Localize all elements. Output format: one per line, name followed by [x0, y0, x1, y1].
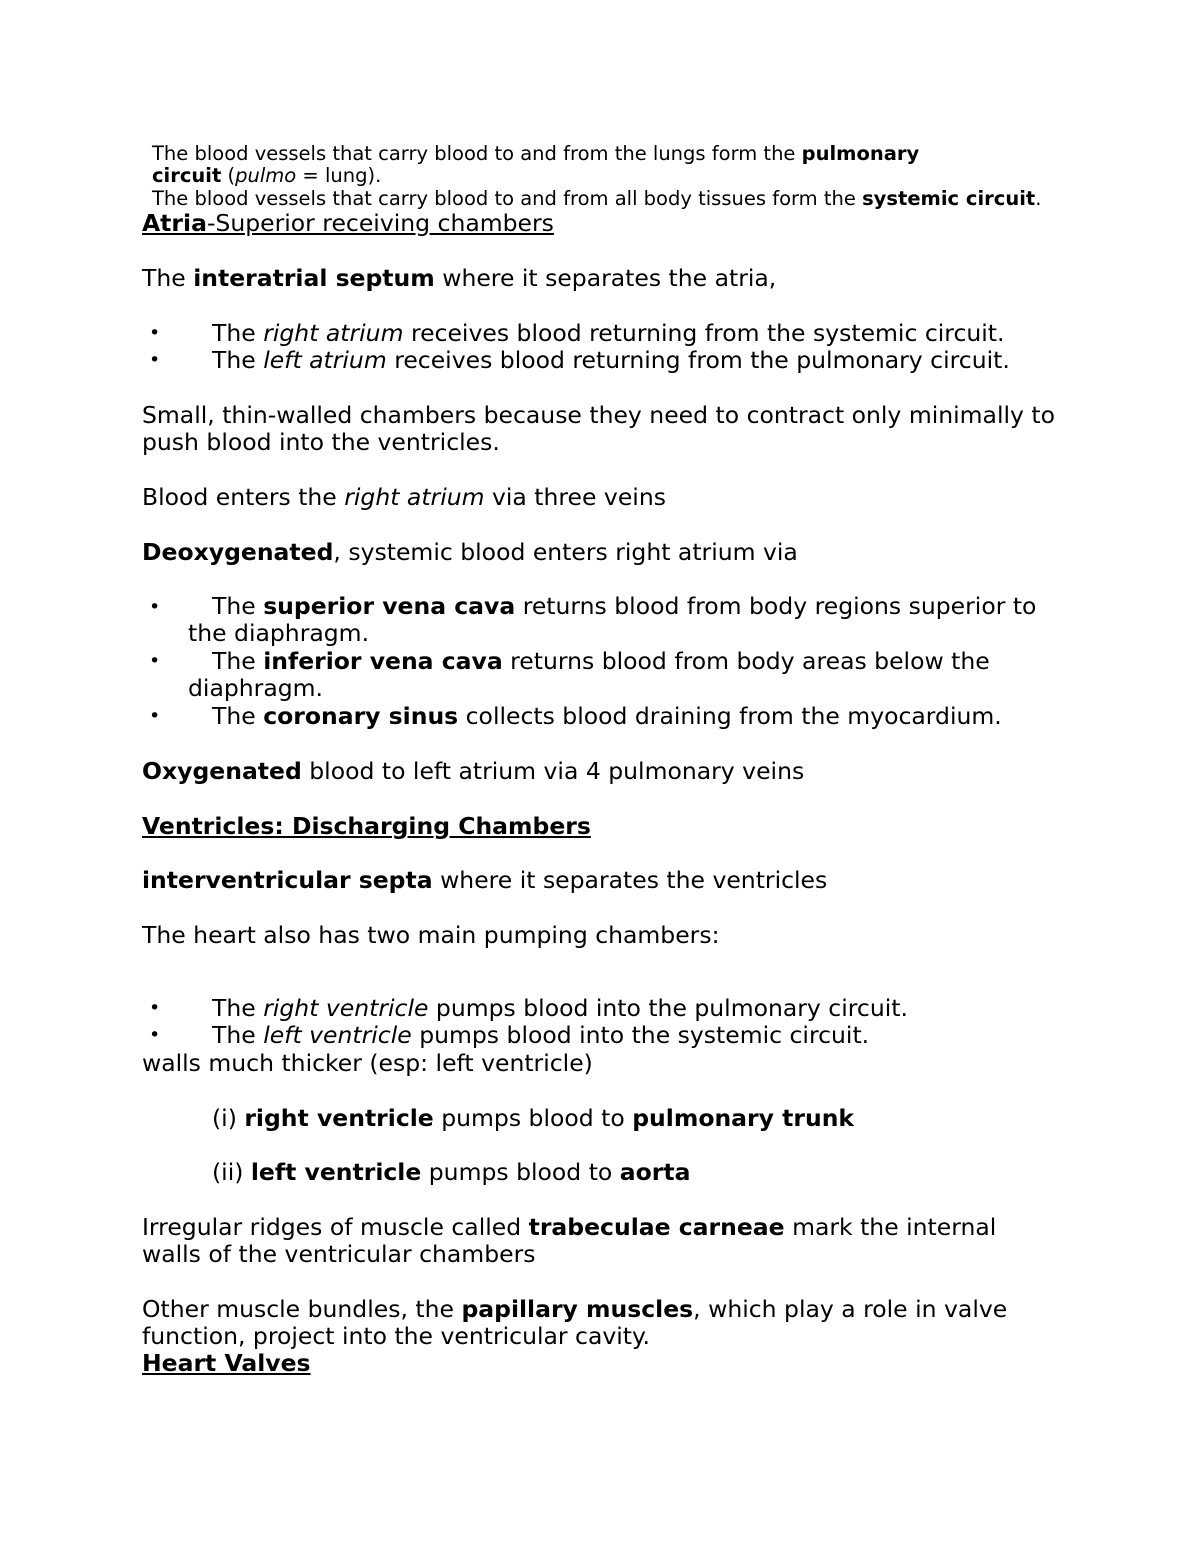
- small-chambers-line-1: Small, thin-walled chambers because they need to contract only minimally to: [142, 401, 1055, 429]
- heading-rest: -Superior receiving chambers: [206, 209, 554, 237]
- term-aorta: aorta: [619, 1158, 691, 1186]
- text: pumps blood into the systemic circuit.: [411, 1021, 870, 1049]
- text: receives blood returning from the systemic circuit.: [403, 319, 1005, 347]
- term-left-ventricle: left ventricle: [263, 1021, 412, 1049]
- term-trabeculae-carneae: trabeculae carneae: [528, 1213, 785, 1241]
- interventricular-septa-line: [142, 866, 828, 894]
- term-superior-vena-cava: superior vena cava: [263, 592, 516, 620]
- ventricles-heading: [142, 812, 591, 840]
- ventricle-bullet-2: [212, 1021, 870, 1049]
- blood-enters-line: [142, 483, 666, 511]
- text: The: [212, 647, 264, 675]
- papillary-line-2: function, project into the ventricular cavity.: [142, 1322, 651, 1350]
- text: Blood enters the: [142, 483, 345, 511]
- ventricle-bullet-1: [212, 994, 908, 1022]
- vein-bullet-2: [212, 647, 990, 675]
- text: The: [212, 994, 264, 1022]
- item-number: (ii): [212, 1158, 251, 1186]
- heading-text: Ventricles: Discharging Chambers: [142, 812, 591, 840]
- term-right-ventricle: right ventricle: [244, 1104, 434, 1132]
- text: , systemic blood enters right atrium via: [333, 538, 798, 566]
- bullet-icon: •: [149, 596, 161, 618]
- bullet-icon: •: [149, 322, 161, 344]
- term-interatrial-septum: interatrial septum: [193, 264, 435, 292]
- text: The: [212, 319, 264, 347]
- pumping-chambers-line: The heart also has two main pumping chambers:: [142, 921, 720, 949]
- term-papillary-muscles: papillary muscles: [461, 1295, 694, 1323]
- text: where it separates the atria,: [434, 264, 777, 292]
- oxygenated-line: [142, 757, 805, 785]
- intro-line-1: [152, 144, 919, 164]
- bullet-icon: •: [149, 650, 161, 672]
- text: Other muscle bundles, the: [142, 1295, 462, 1323]
- term-right-ventricle: right ventricle: [263, 994, 429, 1022]
- heading-bold: Atria: [142, 209, 207, 237]
- vein-bullet-1-cont: the diaphragm.: [188, 619, 370, 647]
- term-interventricular-septa: interventricular septa: [142, 866, 433, 894]
- bullet-icon: •: [149, 1024, 161, 1046]
- text: returns blood from body areas below the: [502, 647, 990, 675]
- term-deoxygenated: Deoxygenated: [142, 538, 334, 566]
- text: where it separates the ventricles: [432, 866, 828, 894]
- atria-bullet-2: [212, 346, 1010, 374]
- bullet-icon: •: [149, 997, 161, 1019]
- atria-heading: [142, 209, 554, 237]
- text: The: [142, 264, 194, 292]
- text: (: [221, 164, 236, 187]
- trabeculae-line-2: walls of the ventricular chambers: [142, 1240, 536, 1268]
- text: pumps blood to: [421, 1158, 620, 1186]
- text: collects blood draining from the myocardium.: [458, 702, 1002, 730]
- term-coronary-sinus: coronary sinus: [263, 702, 459, 730]
- term-circuit: circuit: [152, 164, 222, 187]
- text: pumps blood into the pulmonary circuit.: [428, 994, 908, 1022]
- term-inferior-vena-cava: inferior vena cava: [263, 647, 503, 675]
- text: The: [212, 592, 264, 620]
- walls-line: walls much thicker (esp: left ventricle): [142, 1049, 593, 1077]
- text: via three veins: [484, 483, 666, 511]
- numbered-item-ii: [212, 1158, 691, 1186]
- small-chambers-line-2: push blood into the ventricles.: [142, 428, 500, 456]
- intro-line-3: [152, 189, 1041, 209]
- bullet-icon: •: [149, 349, 161, 371]
- text: returns blood from body regions superior to: [515, 592, 1037, 620]
- trabeculae-line-1: [142, 1213, 997, 1241]
- numbered-item-i: [212, 1104, 855, 1132]
- text: pumps blood to: [433, 1104, 633, 1132]
- text: The: [212, 1021, 264, 1049]
- intro-line-2: [152, 166, 381, 186]
- text: The: [212, 702, 264, 730]
- term-oxygenated: Oxygenated: [142, 757, 302, 785]
- text: = lung).: [296, 164, 382, 187]
- term-right-atrium: right atrium: [344, 483, 485, 511]
- text: .: [1035, 187, 1042, 210]
- term-systemic-circuit: systemic circuit: [862, 187, 1036, 210]
- term-pulmo: pulmo: [235, 164, 297, 187]
- papillary-line-1: [142, 1295, 1008, 1323]
- text: mark the internal: [784, 1213, 997, 1241]
- term-right-atrium: right atrium: [263, 319, 404, 347]
- heading-text: Heart Valves: [142, 1349, 311, 1377]
- text: The blood vessels that carry blood to and from all body tissues form the: [152, 187, 863, 210]
- interatrial-septum-line: [142, 264, 777, 292]
- term-pulmonary-trunk: pulmonary trunk: [632, 1104, 855, 1132]
- text: , which play a role in valve: [693, 1295, 1008, 1323]
- text: Irregular ridges of muscle called: [142, 1213, 529, 1241]
- vein-bullet-2-cont: diaphragm.: [188, 674, 323, 702]
- vein-bullet-1: [212, 592, 1037, 620]
- deoxygenated-line: [142, 538, 798, 566]
- vein-bullet-3: [212, 702, 1002, 730]
- term-left-atrium: left atrium: [263, 346, 387, 374]
- heart-valves-heading: [142, 1349, 311, 1377]
- text: blood to left atrium via 4 pulmonary veins: [301, 757, 805, 785]
- text: The: [212, 346, 264, 374]
- atria-bullet-1: [212, 319, 1005, 347]
- bullet-icon: •: [149, 705, 161, 727]
- item-number: (i): [212, 1104, 245, 1132]
- term-pulmonary: pulmonary: [801, 142, 920, 165]
- text: The blood vessels that carry blood to and from the lungs form the: [152, 142, 802, 165]
- text: receives blood returning from the pulmonary circuit.: [386, 346, 1010, 374]
- term-left-ventricle: left ventricle: [250, 1158, 422, 1186]
